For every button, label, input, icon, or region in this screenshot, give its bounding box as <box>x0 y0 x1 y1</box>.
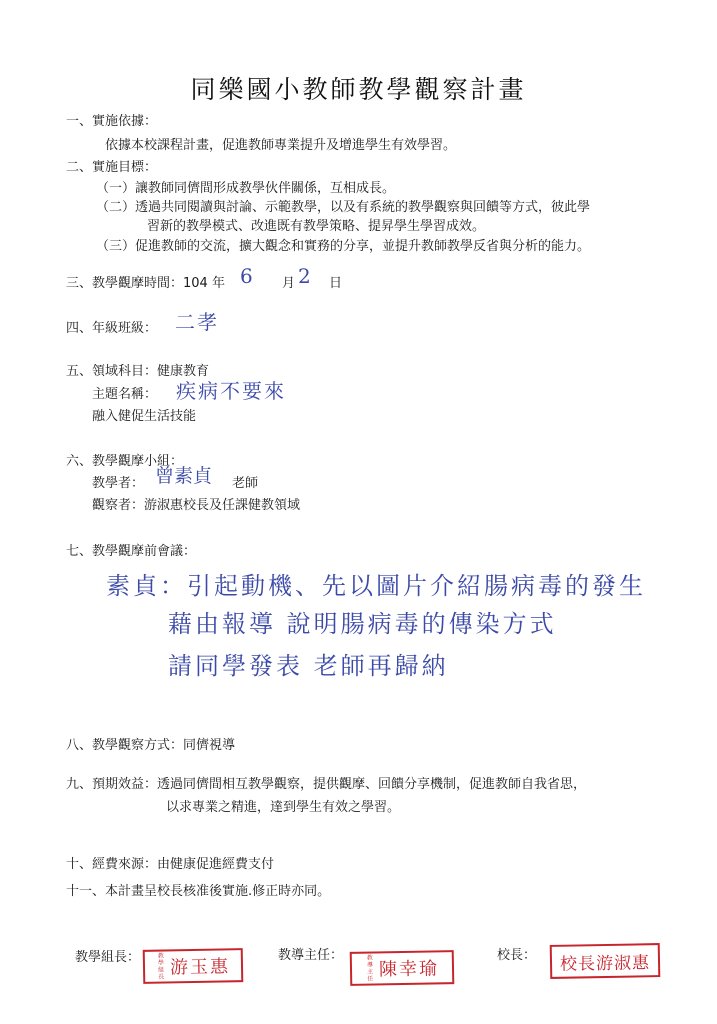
section2-heading: 二、實施目標： <box>66 160 158 175</box>
director-seal <box>350 950 455 986</box>
observation-day-handwritten: 2 <box>298 264 313 288</box>
director-seal-name: 陳幸瑜 <box>378 958 440 981</box>
section6-observer: 觀察者：游淑惠校長及任課健教領域 <box>92 498 301 513</box>
section6-teacher-suffix: 老師 <box>232 476 259 491</box>
class-handwritten: 二孝 <box>175 310 219 334</box>
principal-seal <box>550 943 661 979</box>
section9-line2: 以求專業之精進，達到學生有效之學習。 <box>166 800 401 815</box>
section2-item3: （三）促進教師的交流，擴大觀念和實務的分享，並提升教師教學反省與分析的能力。 <box>96 239 591 254</box>
section1-heading: 一、實施依據： <box>66 114 158 129</box>
section2-item2-line2: 習新的教學模式、改進既有教學策略、提昇學生學習成效。 <box>147 219 486 234</box>
group-leader-label: 教學組長： <box>75 950 141 965</box>
principal-seal-text: 校長游淑惠 <box>559 952 651 975</box>
director-label: 教導主任： <box>278 948 344 963</box>
document-title: 同樂國小教師教學觀察計畫 <box>190 75 527 104</box>
meeting-note-line2: 藉由報導 說明腸病毒的傳染方式 <box>168 610 557 638</box>
section1-text: 依據本校課程計畫，促進教師專業提升及增進學生有效學習。 <box>105 138 457 153</box>
observation-month-handwritten: 6 <box>240 264 255 288</box>
section5-label: 五、領域科目：健康教育 <box>66 364 210 379</box>
section7-heading: 七、教學觀摩前會議： <box>66 544 197 559</box>
section10: 十、經費來源：由健康促進經費支付 <box>66 857 275 872</box>
section3-label: 三、教學觀摩時間：104 年 <box>66 276 225 291</box>
section8: 八、教學觀察方式：同儕視導 <box>66 738 236 753</box>
group-leader-seal-title: 教學組長 <box>157 952 165 981</box>
meeting-note-line3: 請同學發表 老師再歸納 <box>168 652 449 680</box>
section5-topic-label: 主題名稱： <box>92 387 158 402</box>
section3-day-label: 日 <box>329 276 343 291</box>
section9-line1: 九、預期效益：透過同儕間相互教學觀察，提供觀摩、回饋分享機制，促進教師自我省思， <box>66 777 587 792</box>
section6-heading: 六、教學觀摩小組： <box>66 454 184 469</box>
section2-item2-line1: （二）透過共同閱讀與討論、示範教學，以及有系統的教學觀察與回饋等方式，彼此學 <box>96 200 591 215</box>
section2-item1: （一）讓教師同儕間形成教學伙伴關係，互相成長。 <box>96 181 396 196</box>
group-leader-seal <box>143 948 244 984</box>
section11: 十一、本計畫呈校長核准後實施.修正時亦同。 <box>66 884 331 899</box>
section3-month-label: 月 <box>282 276 296 291</box>
topic-handwritten: 疾病不要來 <box>176 379 286 403</box>
group-leader-seal-name: 游玉惠 <box>169 956 231 979</box>
meeting-note-line1: 素貞：引起動機、先以圖片介紹腸病毒的發生 <box>106 572 646 600</box>
section5-extra: 融入健促生活技能 <box>92 409 197 424</box>
section4-label: 四、年級班級： <box>66 321 158 336</box>
director-seal-title: 教導主任 <box>366 954 374 983</box>
section6-teacher-label: 教學者： <box>92 476 145 491</box>
principal-label: 校長： <box>497 948 537 963</box>
teacher-name-handwritten: 曾素貞 <box>155 465 213 487</box>
